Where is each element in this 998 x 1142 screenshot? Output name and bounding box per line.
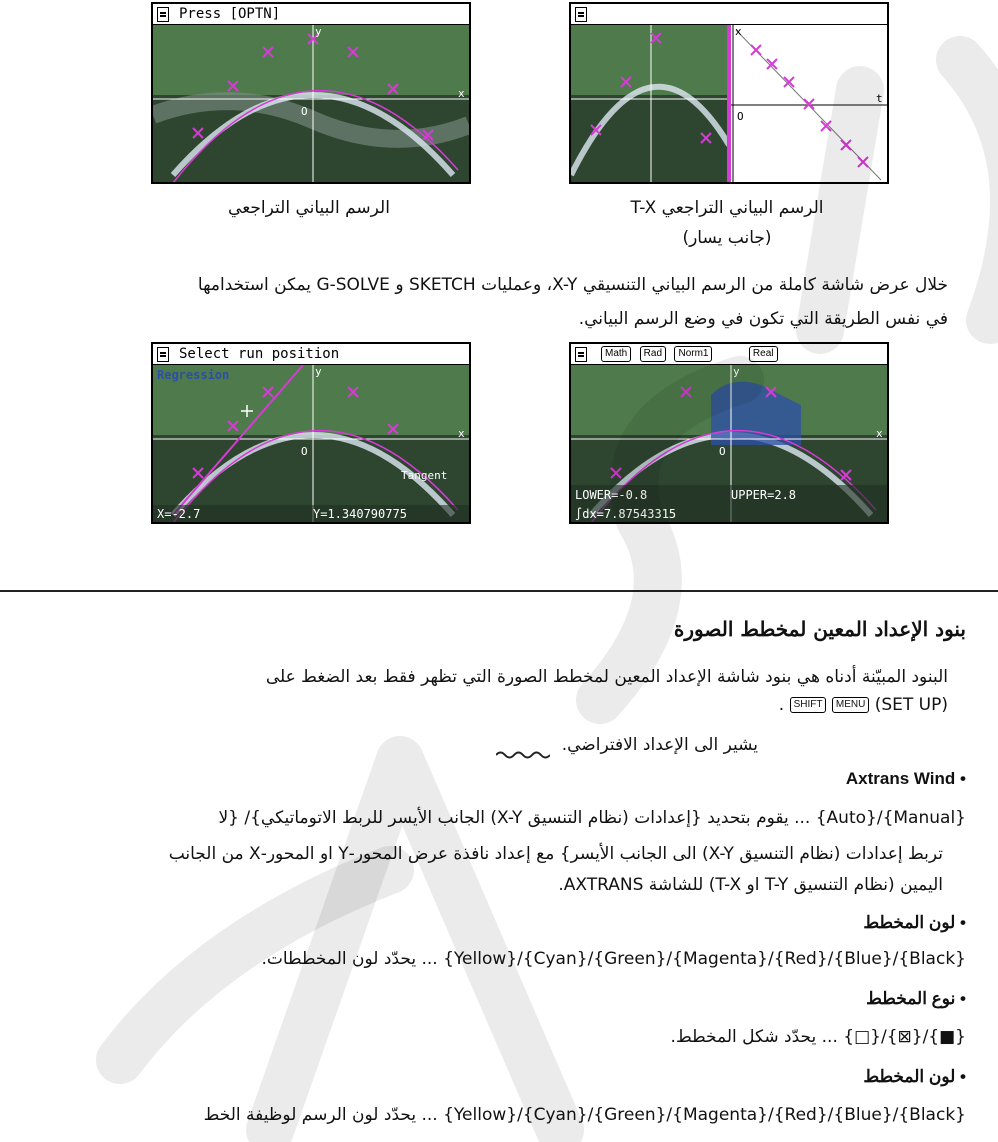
item-plot-type-heading: • نوع المخطط bbox=[866, 989, 966, 1008]
item-plot-color-heading: • لون المخطط bbox=[863, 913, 966, 932]
item-plot-type-line: {■}/{⊠}/{□} ... يحدّد شكل المخطط. bbox=[670, 1027, 966, 1047]
svg-text:Tangent: Tangent bbox=[401, 469, 448, 482]
flag-real: Real bbox=[749, 346, 778, 362]
svg-text:O: O bbox=[301, 105, 308, 118]
svg-text:Regression: Regression bbox=[157, 368, 230, 382]
item-line-color-heading: • لون المخطط bbox=[863, 1067, 966, 1086]
paragraph-line-2: في نفس الطريقة التي تكون في وضع الرسم البياني. bbox=[578, 309, 948, 329]
svg-text:y: y bbox=[315, 25, 322, 38]
status-bar: Select run position bbox=[153, 344, 469, 365]
svg-text:y: y bbox=[315, 365, 322, 378]
svg-text:Y=1.340790775: Y=1.340790775 bbox=[313, 507, 407, 521]
caption-left: الرسم البياني التراجعي bbox=[228, 198, 390, 218]
battery-icon bbox=[157, 347, 169, 362]
svg-text:y: y bbox=[733, 365, 740, 378]
svg-text:O: O bbox=[737, 110, 744, 123]
caption-right-2: (جانب يسار) bbox=[682, 228, 772, 248]
item-plot-color-line: {Black}/{Blue}/{Red}/{Magenta}/{Green}/{Cyan}/{Yellow} ... يحدّد لون المخططات. bbox=[261, 949, 966, 969]
svg-text:O: O bbox=[719, 445, 726, 458]
status-bar: Press [OPTN] bbox=[153, 4, 469, 25]
intro-line-2: (SET UP) MENU SHIFT . bbox=[778, 695, 948, 715]
battery-icon bbox=[575, 347, 587, 362]
graph-plot bbox=[571, 365, 887, 523]
graph-plot-split bbox=[571, 25, 887, 183]
status-bar bbox=[571, 344, 887, 365]
menu-key: MENU bbox=[832, 697, 869, 713]
svg-text:UPPER=2.8: UPPER=2.8 bbox=[731, 488, 797, 502]
default-note: يشير الى الإعداد الافتراضي. bbox=[158, 730, 758, 760]
item-axtrans-line-3: اليمين (نظام التنسيق T-Y او T-X) للشاشة AXTRANS. bbox=[558, 875, 943, 895]
item-axtrans-line-1: {Manual}/{Auto} ... يقوم بتحديد {إعدادات (نظام التنسيق X-Y) الجانب الأيسر للربط الاتوماتيكي}/ {لا bbox=[218, 808, 966, 828]
battery-icon bbox=[575, 7, 587, 22]
svg-text:t: t bbox=[876, 92, 883, 105]
svg-text:x: x bbox=[458, 87, 465, 100]
svg-text:x: x bbox=[458, 427, 465, 440]
item-axtrans-heading: • Axtrans Wind bbox=[845, 769, 966, 788]
graph-plot bbox=[153, 25, 469, 183]
screen-sketch-tangent bbox=[151, 342, 471, 524]
screen-regression-graph bbox=[151, 2, 471, 184]
svg-text:X=-2.7: X=-2.7 bbox=[157, 507, 201, 521]
svg-text:x: x bbox=[876, 427, 883, 440]
item-axtrans-line-2: تربط إعدادات (نظام التنسيق X-Y) الى الجانب الأيسر} مع إعداد نافذة عرض المحور-Y او المحور-X من الجانب bbox=[168, 844, 943, 864]
screen-tx-graph bbox=[569, 2, 889, 184]
svg-text:LOWER=-0.8: LOWER=-0.8 bbox=[575, 488, 648, 502]
intro-line-1: البنود المبيّنة أدناه هي بنود شاشة الإعداد المعين لمخطط الصورة التي تظهر فقط بعد الضغط على bbox=[265, 667, 948, 687]
caption-right-1: الرسم البياني التراجعي T-X bbox=[630, 198, 824, 218]
section-title: بنود الإعداد المعين لمخطط الصورة bbox=[673, 617, 966, 641]
section-divider bbox=[0, 590, 998, 592]
flag-rad: Rad bbox=[640, 346, 666, 362]
svg-text:O: O bbox=[301, 445, 308, 458]
svg-text:x: x bbox=[735, 25, 742, 38]
item-line-color-line: {Black}/{Blue}/{Red}/{Magenta}/{Green}/{Cyan}/{Yellow} ... يحدّد لون الرسم لوظيفة الخط bbox=[203, 1105, 966, 1125]
flag-norm: Norm1 bbox=[674, 346, 712, 362]
wavy-mark-icon bbox=[496, 740, 550, 750]
svg-text:∫dx=7.87543315: ∫dx=7.87543315 bbox=[575, 507, 677, 521]
shift-key: SHIFT bbox=[790, 697, 827, 713]
screen-gsolve-integral bbox=[569, 342, 889, 524]
graph-plot bbox=[153, 365, 469, 523]
paragraph-line-1: خلال عرض شاشة كاملة من الرسم البياني التنسيقي X-Y، وعمليات SKETCH و G-SOLVE يمكن استخدامها bbox=[197, 275, 948, 295]
flag-math: Math bbox=[601, 346, 631, 362]
battery-icon bbox=[157, 7, 169, 22]
status-bar bbox=[571, 4, 887, 25]
